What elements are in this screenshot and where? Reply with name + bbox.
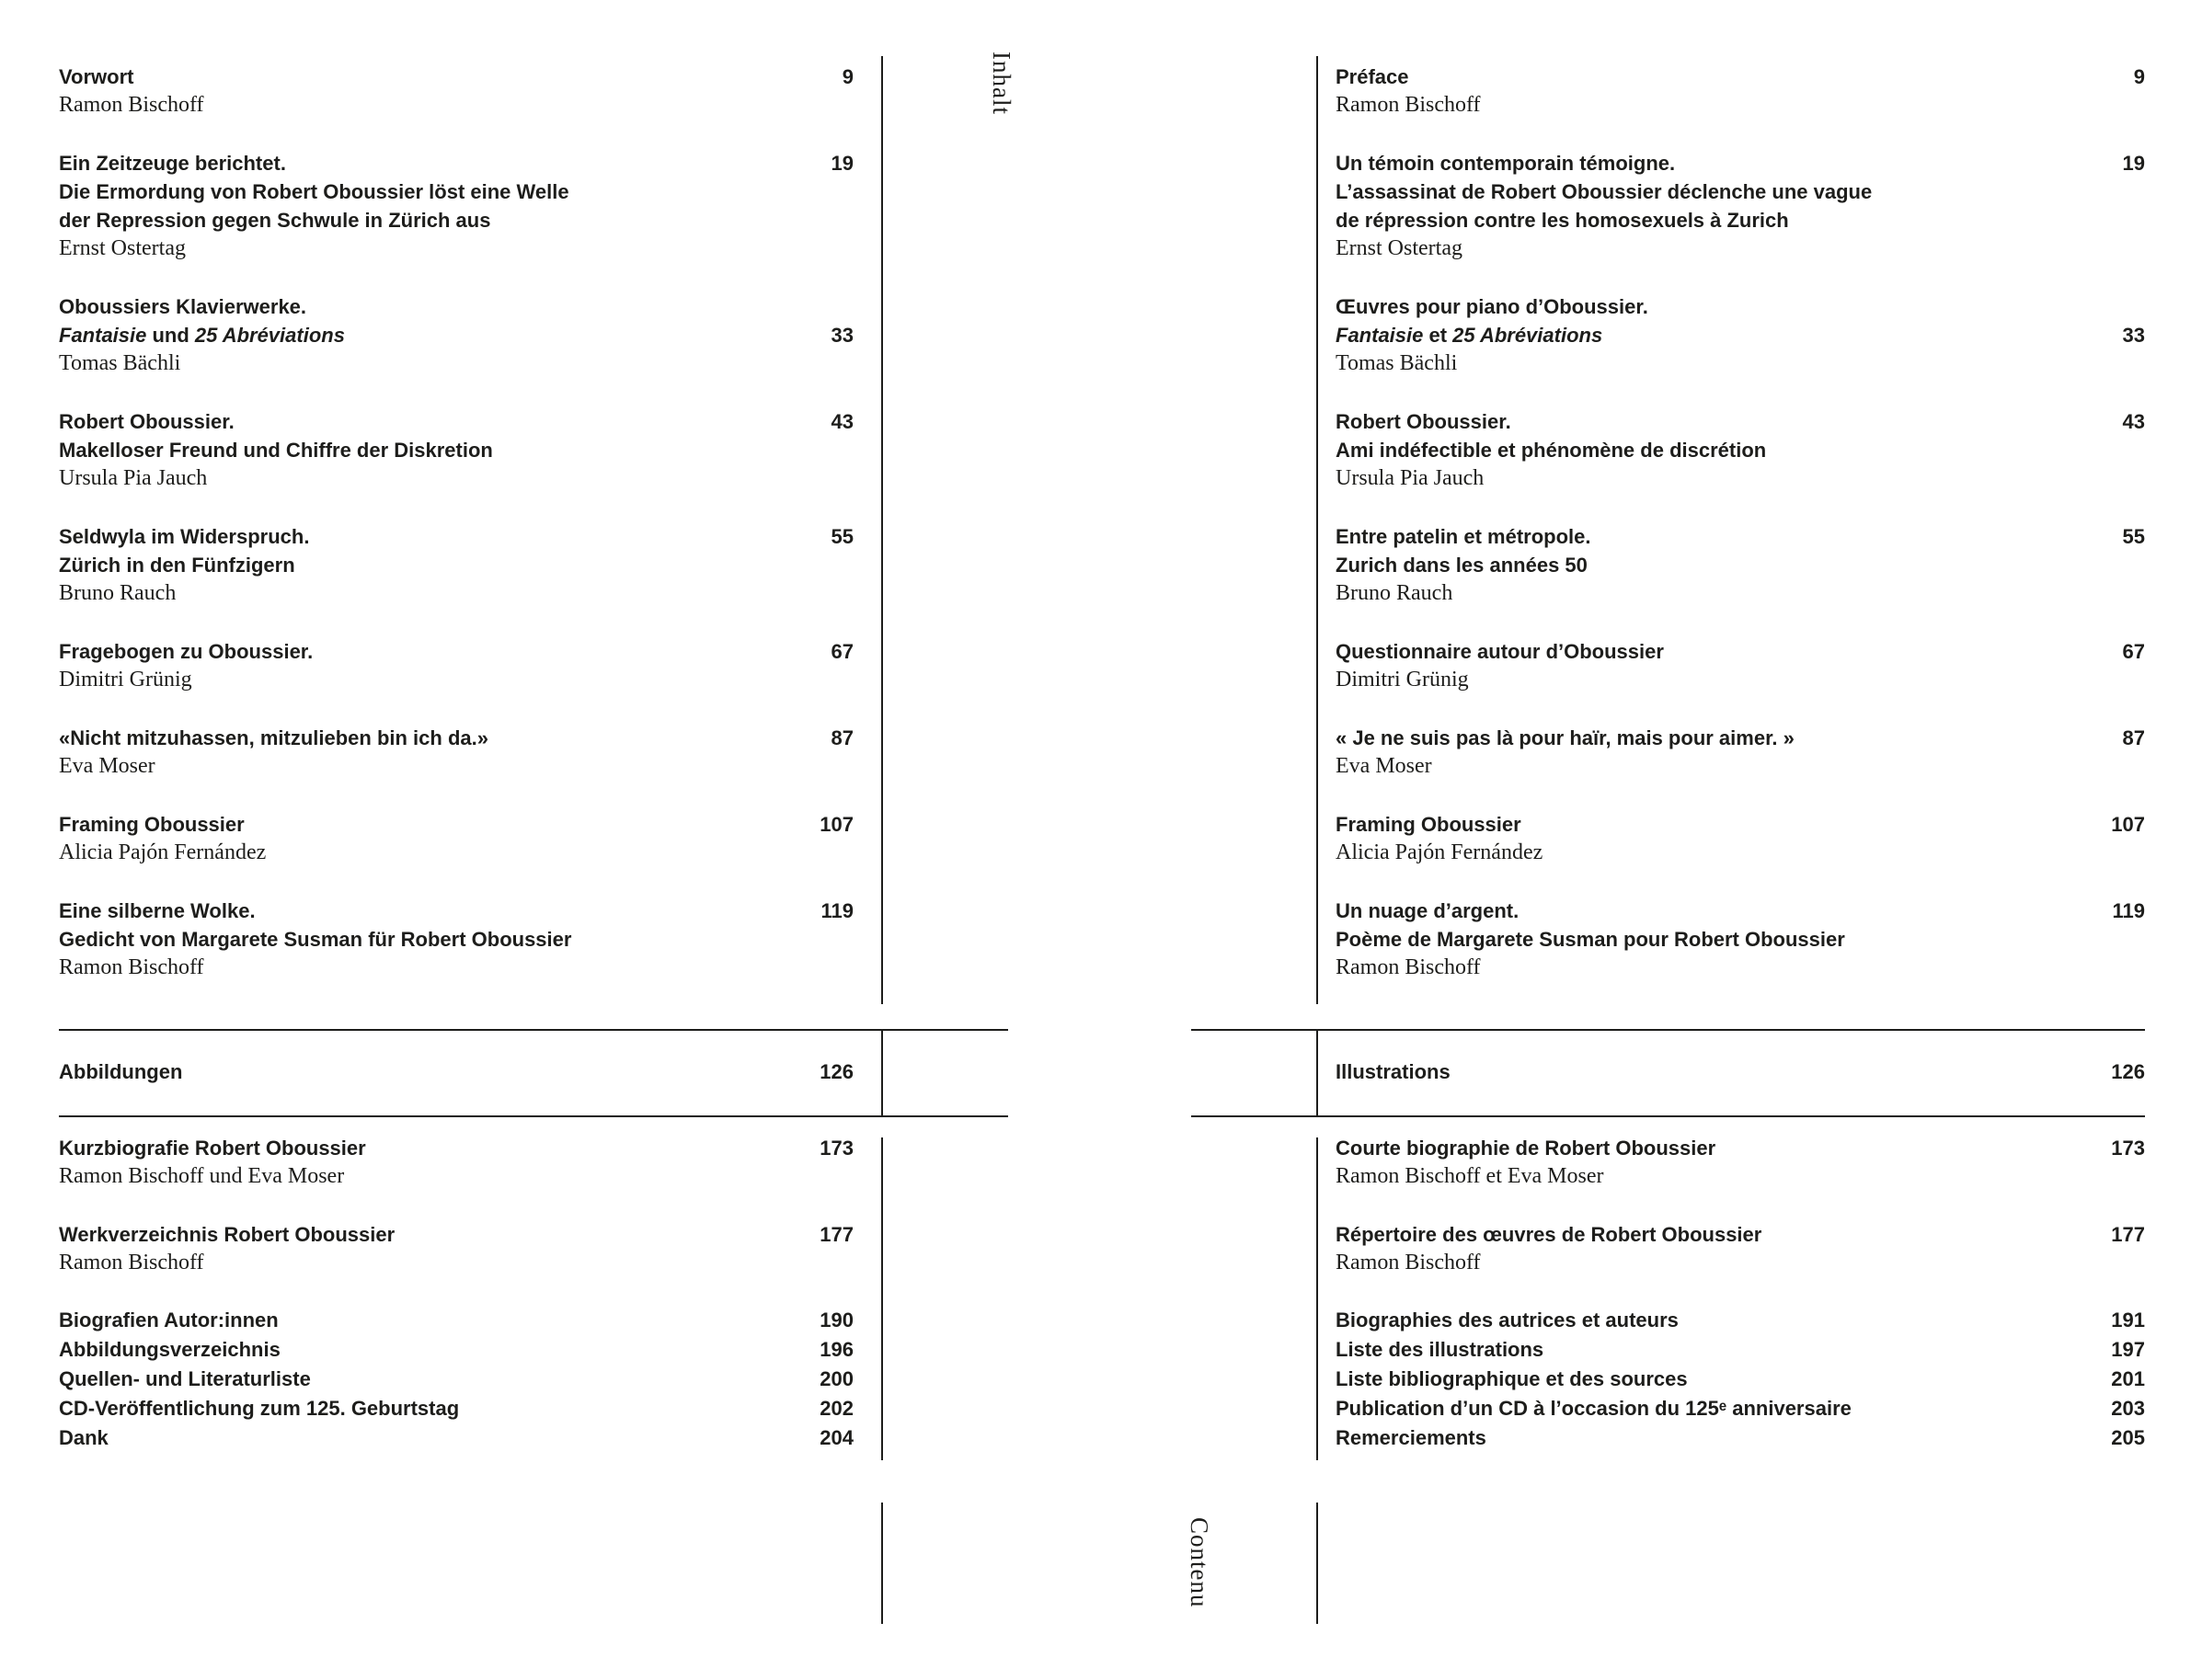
entry-text: Tomas Bächli [59,351,181,375]
toc-entry [59,637,854,694]
entry-text: Framing Oboussier [59,813,245,836]
entry-text: Die Ermordung von Robert Oboussier löst eine Welle [59,180,569,203]
entry-text: Dimitri Grünig [59,668,192,691]
entry-title-line [59,292,854,321]
appendix-list-item [1336,1365,2145,1394]
appendix-list-item [59,1306,854,1335]
toc-french-appendix [1336,1134,2145,1277]
entry-text-run: 25 Abréviations [1452,324,1603,347]
column-rule-vertical [881,1029,883,1117]
entry-author [1336,1162,2145,1191]
page-number: 19 [2122,152,2145,175]
toc-entry [1336,407,2145,493]
entry-text: Zurich dans les années 50 [1336,554,1588,577]
entry-title-line [1336,637,2145,666]
entry-text: der Repression gegen Schwule in Zürich aus [59,209,491,232]
toc-entry [1336,522,2145,608]
entry-text: CD-Veröffentlichung zum 125. Geburtstag [59,1397,460,1420]
entry-text: Répertoire des œuvres de Robert Oboussier [1336,1223,1762,1246]
appendix-list-item [59,1335,854,1365]
page-number: 9 [2133,65,2145,88]
column-rule-vertical [1316,1503,1318,1624]
entry-text: de répression contre les homosexuels à Zurich [1336,209,1789,232]
entry-title-line [59,321,854,349]
page-number: 201 [2111,1367,2145,1390]
appendix-list-item [59,1394,854,1423]
page-number: 177 [820,1223,854,1246]
page-number: 19 [831,152,854,175]
entry-author [59,752,854,781]
toc-german-appendix-list [59,1306,854,1453]
page-number: 204 [820,1426,854,1449]
entry-title-line [59,1134,854,1162]
entry-text: Ramon Bischoff [59,93,204,117]
entry-text: Werkverzeichnis Robert Oboussier [59,1223,396,1246]
entry-author [59,349,854,378]
page-number: 205 [2111,1426,2145,1449]
entry-author [1336,464,2145,493]
toc-entry [59,1220,854,1277]
page-number: 67 [831,640,854,663]
appendix-list-item [1336,1423,2145,1453]
entry-title-line [1336,177,2145,206]
toc-entry [59,292,854,378]
entry-title-line [59,407,854,436]
entry-text: Biografien Autor:innen [59,1309,279,1331]
page-number: 190 [820,1309,854,1331]
page-number: 191 [2111,1309,2145,1331]
page-number: 203 [2111,1397,2145,1420]
entry-text: Ramon Bischoff [1336,955,1481,979]
entry-text: Biographies des autrices et auteurs [1336,1309,1679,1331]
entry-text-run: Fantaisie [1336,324,1424,347]
entry-title-line [59,925,854,954]
entry-title-line [1336,1220,2145,1249]
entry-author [1336,839,2145,867]
entry-title-line [59,637,854,666]
entry-text: Robert Oboussier. [1336,410,1511,433]
entry-title-line [59,1057,854,1086]
entry-text: Ami indéfectible et phénomène de discrétion [1336,439,1767,462]
entry-text: « Je ne suis pas là pour haïr, mais pour aimer. » [1336,726,1795,749]
page-number: 67 [2122,640,2145,663]
entry-text-run: und [146,324,195,347]
entry-text: Fragebogen zu Oboussier. [59,640,314,663]
toc-entry [1336,1134,2145,1191]
entry-text: Préface [1336,65,1409,88]
page-number: 43 [831,410,854,433]
toc-entry [59,1134,854,1191]
entry-author [59,579,854,608]
entry-title-line [1336,321,2145,349]
entry-text: Publication d’un CD à l’occasion du 125ᵉ anniversaire [1336,1397,1852,1420]
page-number: 119 [820,899,854,922]
toc-entry [59,724,854,781]
entry-author [1336,1249,2145,1277]
entry-text: Alicia Pajón Fernández [59,840,267,864]
entry-author [1336,666,2145,694]
entry-text: L’assassinat de Robert Oboussier déclenche une vague [1336,180,1873,203]
entry-author [59,839,854,867]
entry-title-line [1336,292,2145,321]
entry-author [1336,91,2145,120]
entry-text: Gedicht von Margarete Susman für Robert Oboussier [59,928,572,951]
entry-title-line [1336,724,2145,752]
entry-title-line [1336,522,2145,551]
entry-title-line [59,1220,854,1249]
appendix-list-item [59,1423,854,1453]
appendix-list-item [1336,1394,2145,1423]
entry-text: Ramon Bischoff und Eva Moser [59,1164,345,1188]
entry-text: Un nuage d’argent. [1336,899,1520,922]
entry-author [59,464,854,493]
toc-entry [1336,1057,2145,1086]
entry-title-line [59,206,854,234]
entry-title-line [59,724,854,752]
page-number: 87 [2122,726,2145,749]
entry-title-line [1336,897,2145,925]
toc-entry [1336,897,2145,982]
entry-author [1336,234,2145,263]
entry-title-line [59,810,854,839]
page-number: 55 [831,525,854,548]
toc-entry [59,810,854,867]
toc-entry [59,522,854,608]
toc-german-main-entries [59,63,854,982]
entry-title-line [1336,1057,2145,1086]
entry-title-line [59,436,854,464]
toc-entry [59,1057,854,1086]
entry-title-line [59,63,854,91]
page-number: 126 [820,1060,854,1083]
toc-entry [1336,724,2145,781]
page-number: 107 [2111,813,2145,836]
entry-text: Framing Oboussier [1336,813,1521,836]
entry-text: Bruno Rauch [1336,581,1453,605]
entry-title-line [59,177,854,206]
entry-text: Eva Moser [1336,754,1432,778]
page-number: 177 [2111,1223,2145,1246]
section-rule-horizontal [59,1029,1008,1031]
entry-author [59,666,854,694]
page-number: 43 [2122,410,2145,433]
toc-german-illustrations [59,1057,854,1086]
entry-text: Dimitri Grünig [1336,668,1469,691]
entry-text: Eine silberne Wolke. [59,899,256,922]
entry-text: Makelloser Freund und Chiffre der Diskretion [59,439,493,462]
entry-text: Ramon Bischoff [59,1251,204,1274]
page-number: 126 [2111,1060,2145,1083]
page-number: 87 [831,726,854,749]
toc-entry [1336,292,2145,378]
entry-text: Kurzbiografie Robert Oboussier [59,1137,366,1160]
entry-text: Vorwort [59,65,134,88]
entry-title-line [1336,436,2145,464]
entry-text: Un témoin contemporain témoigne. [1336,152,1676,175]
entry-text [59,324,345,347]
entry-text: Ramon Bischoff [1336,93,1481,117]
entry-text: Tomas Bächli [1336,351,1458,375]
entry-text: Abbildungsverzeichnis [59,1338,281,1361]
toc-entry [1336,63,2145,120]
page-number: 33 [831,324,854,347]
entry-title-line [1336,206,2145,234]
entry-text: Ein Zeitzeuge berichtet. [59,152,286,175]
appendix-list-item [59,1365,854,1394]
entry-title-line [59,551,854,579]
toc-french-appendix-list [1336,1306,2145,1453]
page-number: 197 [2111,1338,2145,1361]
entry-title-line [1336,810,2145,839]
entry-text-run: Fantaisie [59,324,147,347]
toc-entry [1336,149,2145,263]
entry-text: Quellen- und Literaturliste [59,1367,311,1390]
entry-author [1336,752,2145,781]
entry-text: Ursula Pia Jauch [1336,466,1485,490]
toc-french-illustrations [1336,1057,2145,1086]
entry-text: Dank [59,1426,109,1449]
contenu-label: Contenu [1186,1517,1213,1608]
entry-text: Oboussiers Klavierwerke. [59,295,307,318]
appendix-list-item [1336,1306,2145,1335]
toc-entry [59,63,854,120]
page-number: 200 [820,1367,854,1390]
entry-title-line [1336,551,2145,579]
page-number: 196 [820,1338,854,1361]
entry-text-run: 25 Abréviations [194,324,345,347]
entry-author [59,1249,854,1277]
column-rule-vertical [1316,1137,1318,1460]
page-number: 173 [820,1137,854,1160]
toc-entry [59,149,854,263]
entry-text: Seldwyla im Widerspruch. [59,525,310,548]
page-number: 173 [2111,1137,2145,1160]
column-rule-vertical [881,1137,883,1460]
toc-entry [1336,637,2145,694]
toc-entry [59,897,854,982]
page-number: 119 [2112,899,2145,922]
entry-text: Ramon Bischoff et Eva Moser [1336,1164,1604,1188]
entry-text: Robert Oboussier. [59,410,235,433]
toc-entry [1336,810,2145,867]
entry-text: Entre patelin et métropole. [1336,525,1591,548]
entry-text: Courte biographie de Robert Oboussier [1336,1137,1716,1160]
entry-text: Questionnaire autour d’Oboussier [1336,640,1664,663]
entry-text: Liste bibliographique et des sources [1336,1367,1688,1390]
entry-title-line [59,149,854,177]
entry-text [1336,324,1602,347]
column-rule-vertical [881,56,883,1004]
entry-text: Remerciements [1336,1426,1486,1449]
entry-text: Illustrations [1336,1060,1451,1083]
entry-author [59,954,854,982]
column-rule-vertical [1316,1029,1318,1117]
entry-title-line [59,522,854,551]
entry-text: Ramon Bischoff [1336,1251,1481,1274]
entry-text: Poème de Margarete Susman pour Robert Oboussier [1336,928,1845,951]
column-rule-vertical [1316,56,1318,1004]
entry-author [1336,349,2145,378]
section-rule-horizontal [59,1115,1008,1117]
toc-entry [59,407,854,493]
page-number: 9 [842,65,854,88]
entry-author [59,91,854,120]
page-number: 107 [820,813,854,836]
entry-title-line [1336,407,2145,436]
column-rule-vertical [881,1503,883,1624]
inhalt-label: Inhalt [988,51,1015,115]
entry-text: Œuvres pour piano d’Oboussier. [1336,295,1648,318]
entry-text: Ursula Pia Jauch [59,466,208,490]
section-rule-horizontal [1191,1029,2145,1031]
entry-text-run: et [1423,324,1453,347]
entry-text: Abbildungen [59,1060,183,1083]
entry-text: Alicia Pajón Fernández [1336,840,1543,864]
toc-entry [1336,1220,2145,1277]
entry-author [1336,579,2145,608]
entry-title-line [1336,925,2145,954]
entry-text: Eva Moser [59,754,155,778]
toc-german-appendix [59,1134,854,1277]
entry-text: Ernst Ostertag [1336,236,1462,260]
entry-text: Ernst Ostertag [59,236,186,260]
entry-text: Liste des illustrations [1336,1338,1544,1361]
page-number: 55 [2122,525,2145,548]
entry-author [59,234,854,263]
entry-text: Zürich in den Fünfzigern [59,554,295,577]
entry-title-line [59,897,854,925]
toc-french-main-entries [1336,63,2145,982]
entry-title-line [1336,63,2145,91]
entry-title-line [1336,149,2145,177]
entry-author [1336,954,2145,982]
page-number: 33 [2122,324,2145,347]
appendix-list-item [1336,1335,2145,1365]
entry-text: Bruno Rauch [59,581,177,605]
page-number: 202 [820,1397,854,1420]
section-rule-horizontal [1191,1115,2145,1117]
entry-text: «Nicht mitzuhassen, mitzulieben bin ich da.» [59,726,488,749]
entry-text: Ramon Bischoff [59,955,204,979]
entry-title-line [1336,1134,2145,1162]
entry-author [59,1162,854,1191]
